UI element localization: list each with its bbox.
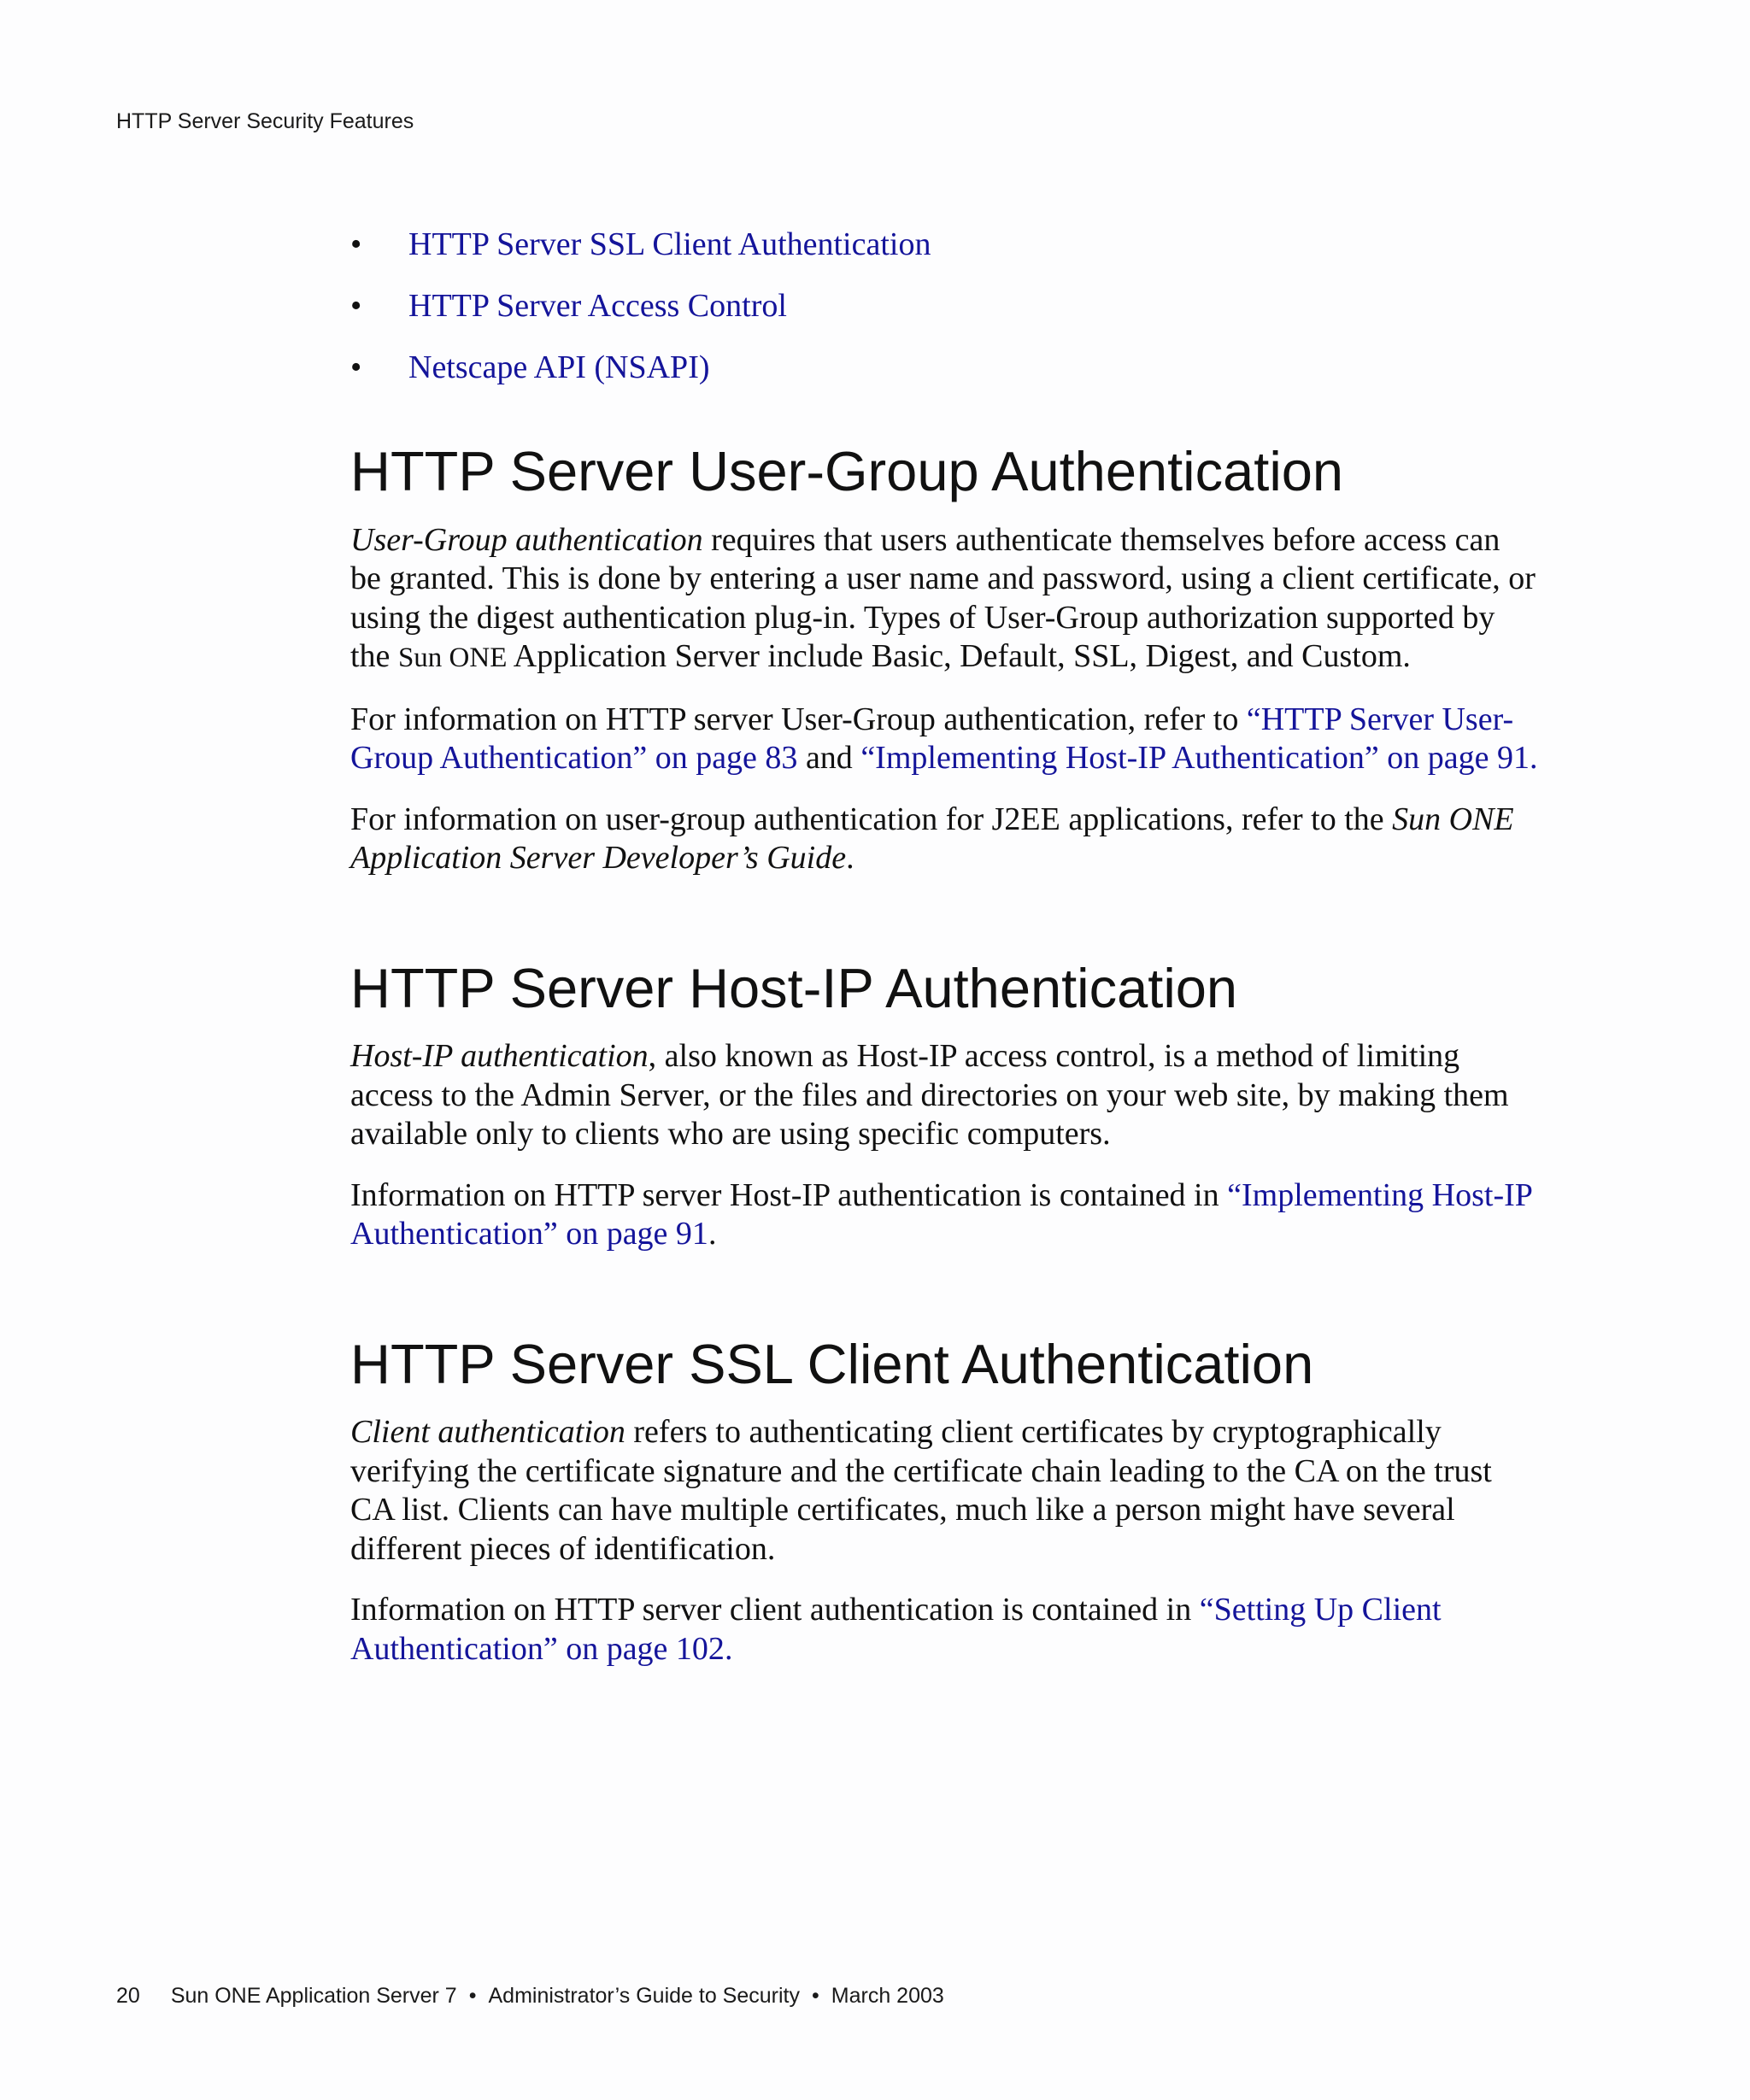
section-heading-ssl-client: HTTP Server SSL Client Authentication	[350, 1332, 1314, 1395]
text-segment: Information on HTTP server Host-IP authentication is contained in	[350, 1176, 1228, 1213]
running-footer	[116, 1984, 944, 2009]
product-name: Sun ONE	[397, 642, 508, 673]
book-title-developers-guide: Sun ONE Application Server Developer’s Guide	[350, 801, 1514, 876]
page-content	[350, 214, 1538, 1669]
toc-link-list	[350, 214, 1538, 398]
link-nsapi[interactable]: Netscape API (NSAPI)	[408, 349, 710, 385]
term-user-group-authentication: User-Group authentication	[350, 521, 703, 558]
footer-separator: •	[468, 1984, 477, 2008]
link-access-control[interactable]: HTTP Server Access Control	[408, 288, 787, 324]
paragraph-ssl-client-refs	[350, 1591, 1538, 1669]
text-segment: For information on HTTP server User-Group authentication, refer to	[350, 701, 1247, 737]
link-ssl-client-authentication[interactable]: HTTP Server SSL Client Authentication	[408, 226, 931, 262]
footer-date: March 2003	[831, 1984, 944, 2008]
text-segment: , also known as Host-IP access control, is a method of limiting access to the Admin Server, or the files and directories on your web site, by making them available only to clients who are using specific computers.	[350, 1038, 1509, 1152]
paragraph-user-group-refs	[350, 701, 1538, 778]
link-implementing-host-ip-p91[interactable]: “Implementing Host-IP Authentication” on page 91	[350, 1176, 1532, 1252]
footer-guide-title: Administrator’s Guide to Security	[488, 1984, 800, 2008]
text-segment: .	[846, 840, 854, 876]
paragraph-ssl-client-intro	[350, 1413, 1538, 1569]
footer-book-title: Sun ONE Application Server 7	[170, 1984, 457, 2008]
link-implementing-host-ip-p91[interactable]: “Implementing Host-IP Authentication” on page 91	[860, 740, 1530, 776]
paragraph-user-group-j2ee	[350, 801, 1538, 878]
page-number: 20	[116, 1984, 140, 2008]
link-setting-up-client-authentication-p102[interactable]: “Setting Up Client Authentication” on page 102	[350, 1592, 1442, 1667]
paragraph-user-group-intro	[350, 521, 1538, 678]
link-user-group-authentication-p83[interactable]: “HTTP Server User-Group Authentication” on page 83	[350, 701, 1514, 776]
term-client-authentication: Client authentication	[350, 1414, 625, 1450]
bullet-icon: •	[350, 226, 362, 262]
text-segment: .	[724, 1630, 733, 1667]
section-heading-user-group: HTTP Server User-Group Authentication	[350, 440, 1344, 502]
text-segment: .	[708, 1216, 717, 1252]
text-segment: For information on user-group authentication for J2EE applications, refer to the	[350, 801, 1393, 837]
list-item	[350, 275, 1538, 337]
bullet-icon: •	[350, 349, 362, 385]
text-segment: refers to authenticating client certificates by cryptographically verifying the certificate signature and the certificate chain leading to the CA on the trust CA list. Clients can have multiple certificates, much like a person might have several different pieces of identification.	[350, 1414, 1492, 1567]
list-item	[350, 337, 1538, 398]
section-heading-host-ip: HTTP Server Host-IP Authentication	[350, 956, 1238, 1019]
text-segment: .	[1530, 740, 1538, 776]
paragraph-host-ip-refs	[350, 1176, 1538, 1254]
paragraph-host-ip-intro	[350, 1037, 1538, 1154]
term-host-ip-authentication: Host-IP authentication	[350, 1038, 649, 1074]
text-segment: Information on HTTP server client authentication is contained in	[350, 1592, 1200, 1628]
bullet-icon: •	[350, 288, 362, 324]
text-segment: and	[797, 740, 861, 776]
footer-separator: •	[812, 1984, 819, 2008]
running-header: HTTP Server Security Features	[116, 109, 414, 133]
text-segment: Application Server include Basic, Default, SSL, Digest, and Custom.	[507, 638, 1411, 674]
text-segment: requires that users authenticate themselves before access can be granted. This is done by entering a user name and password, using a client certificate, or using the digest authentication plug-in. Types of User-Group authorization supported by the	[350, 521, 1536, 674]
list-item	[350, 214, 1538, 275]
